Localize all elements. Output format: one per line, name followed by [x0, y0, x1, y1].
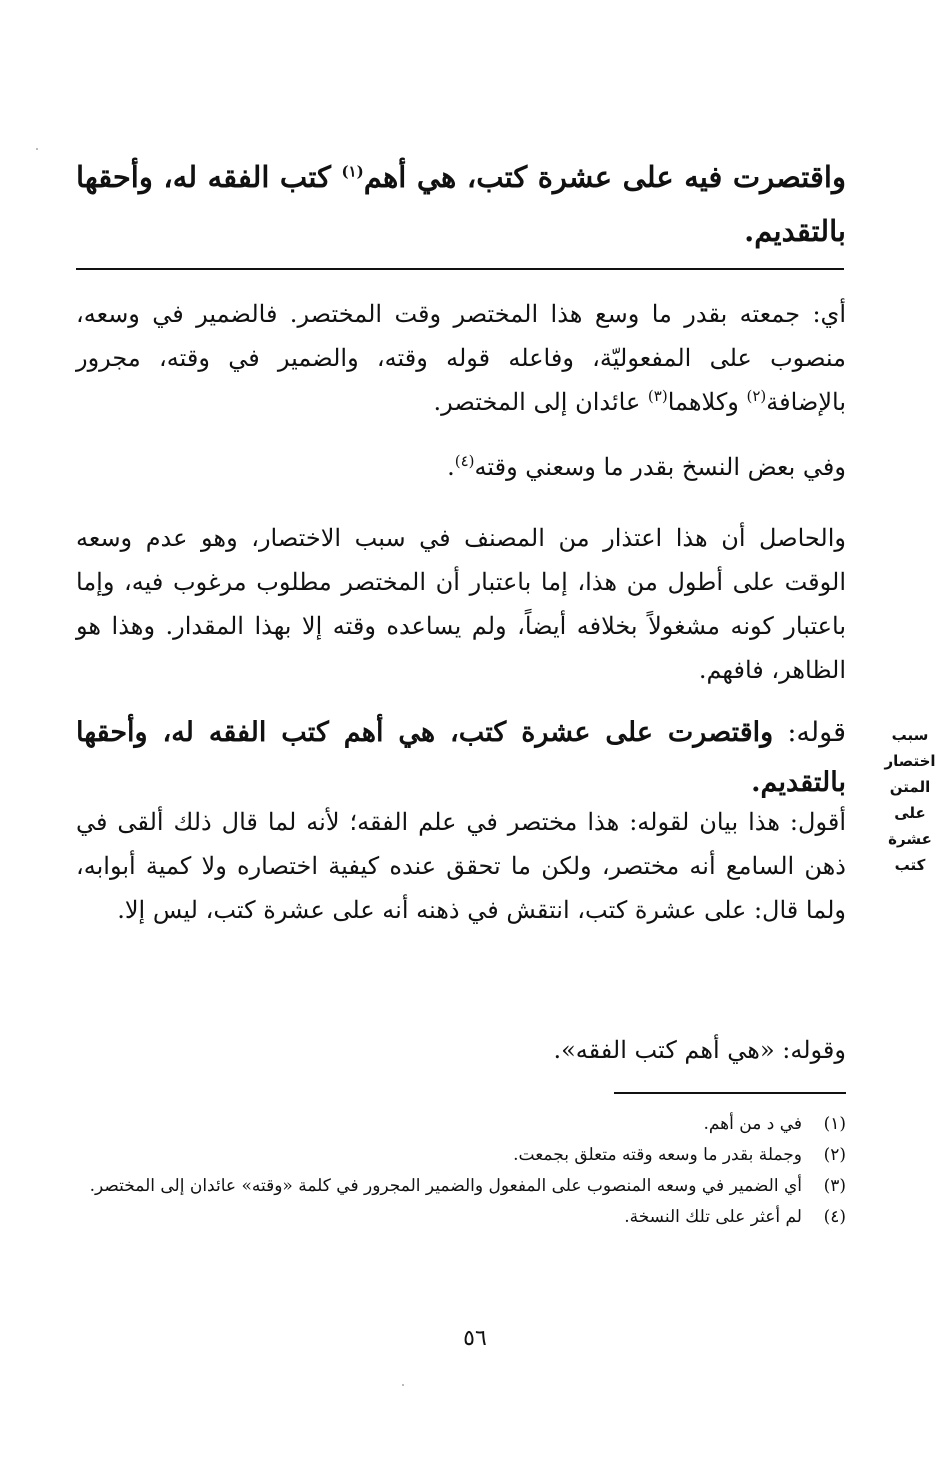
- commentary-text: وكلاهما: [667, 388, 747, 416]
- commentary-text: .: [447, 453, 455, 481]
- footnote-text: لم أعثر على تلك النسخة.: [624, 1207, 802, 1227]
- margin-note-line: كتب: [894, 856, 926, 874]
- matn-quote: واقتصرت على عشرة كتب، هي أهم كتب الفقه له، وأحقها بالتقديم.: [76, 717, 846, 798]
- footnote-item: [76, 1203, 846, 1232]
- commentary-paragraph-3: والحاصل أن هذا اعتذار من المصنف في سبب الاختصار، وهو عدم وسعه الوقت على أطول من هذا، إما باعتبار أن المختصر مطلوب مرغوب فيه، وإما باعتبار كونه مشغولاً بخلافه أيضاً، ولم يساعده وقته إلا بهذا المقدار. وهذا هو الظاهر، فافهم.: [76, 524, 846, 684]
- matn-heading-text-before: واقتصرت فيه على عشرة كتب، هي أهم: [363, 160, 846, 194]
- commentary-paragraph-6: وقوله: «هي أهم كتب الفقه».: [553, 1036, 846, 1064]
- margin-note-line: اختصار: [884, 752, 936, 770]
- footnote-number: (٣): [823, 1176, 846, 1196]
- scan-speck: [36, 148, 38, 150]
- footnote-item: [76, 1172, 846, 1201]
- footnote-ref-4[interactable]: (٤): [454, 452, 475, 470]
- footnote-text: أي الضمير في وسعه المنصوب على المفعول والضمير المجرور في كلمة «وقته» عائدان إلى المختصر.: [89, 1176, 802, 1196]
- scan-speck: [402, 1384, 404, 1386]
- commentary-text: أي: جمعته بقدر ما وسع هذا المختصر وقت المختصر. فالضمير في وسعه، منصوب على المفعوليّة، وفاعله قوله وقته، والضمير في وقته، مجرور بالإضافة: [76, 300, 846, 416]
- footnote-text: في د من أهم.: [703, 1114, 802, 1134]
- footnote-ref-2[interactable]: (٢): [746, 387, 767, 405]
- footnote-number: (٤): [823, 1207, 846, 1227]
- commentary-text: عائدان إلى المختصر.: [433, 388, 648, 416]
- margin-note-line: على: [894, 804, 926, 822]
- footnotes: [76, 1110, 846, 1234]
- page-number: ٥٦: [463, 1326, 487, 1351]
- margin-note-line: عشرة: [888, 830, 932, 848]
- footnote-item: [76, 1110, 846, 1139]
- commentary-paragraph-2: [76, 445, 900, 489]
- footnote-divider: [614, 1092, 846, 1094]
- matn-quote-paragraph: [76, 708, 900, 808]
- commentary-paragraph-1: [76, 292, 900, 424]
- footnote-number: (٢): [823, 1145, 846, 1165]
- footnote-ref-1[interactable]: (١): [341, 162, 364, 181]
- quote-prefix: قوله:: [773, 717, 846, 748]
- margin-note-line: سبب: [891, 726, 929, 744]
- matn-heading-text-after: كتب الفقه له، وأحقها بالتقديم.: [76, 160, 846, 248]
- commentary-text: وفي بعض النسخ بقدر ما وسعني وقته: [474, 453, 846, 481]
- heading-divider: [76, 268, 844, 270]
- footnote-number: (١): [823, 1114, 846, 1134]
- commentary-paragraph-5: أقول: هذا بيان لقوله: هذا مختصر في علم الفقه؛ لأنه لما قال ذلك ألقى في ذهن السامع أنه مختصر، ولكن ما تحقق عنده كيفية اختصاره ولا كمية أبوابه، ولما قال: على عشرة كتب، انتقش في ذهنه أنه على عشرة كتب، ليس إلا.: [76, 808, 846, 924]
- footnote-item: [76, 1141, 846, 1170]
- margin-note-line: المتن: [889, 778, 931, 796]
- footnote-text: وجملة بقدر ما وسعه وقته متعلق بجمعت.: [513, 1145, 802, 1165]
- matn-heading: [76, 150, 846, 258]
- footnote-ref-3[interactable]: (٣): [647, 387, 668, 405]
